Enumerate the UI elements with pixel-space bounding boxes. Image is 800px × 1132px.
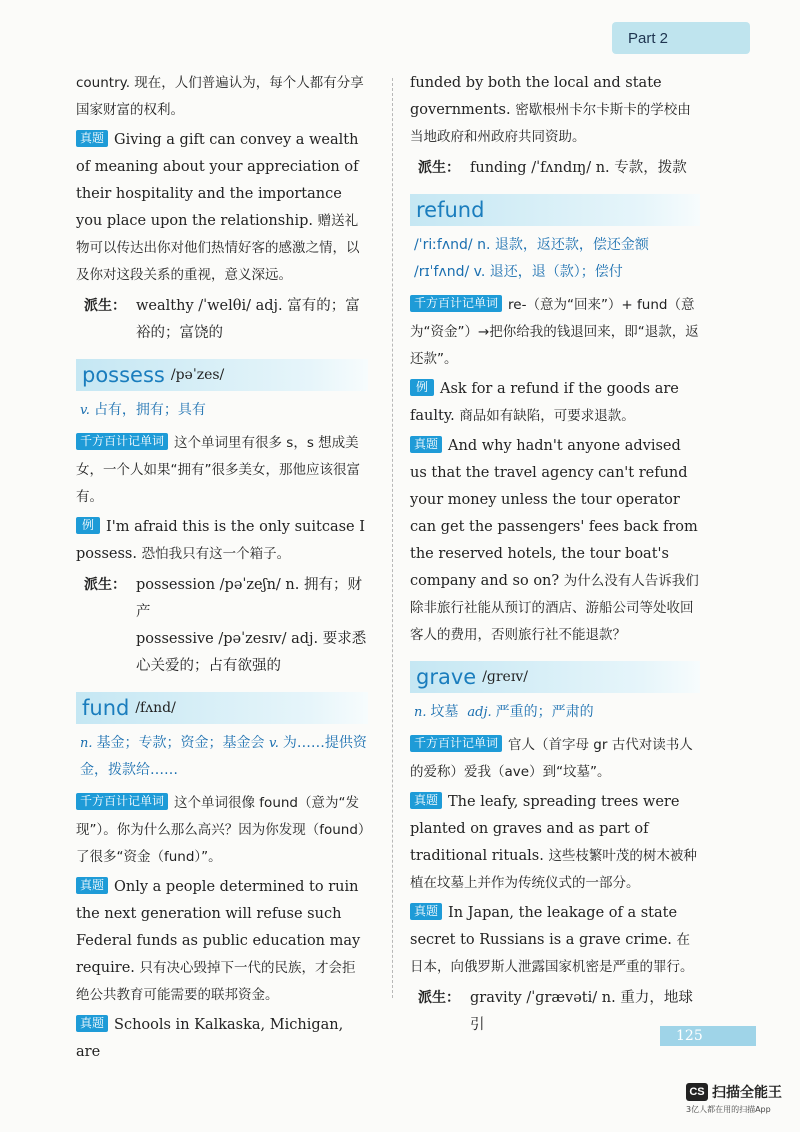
memory-tag: 千方百计记单词 xyxy=(410,735,502,752)
exam-en: Giving a gift can convey a wealth of meaning about your appreciation of their hospitality and the importance you place upon the relationship. xyxy=(76,132,359,229)
example-tag: 例 xyxy=(410,379,434,396)
definition: 严重的；严肃的 xyxy=(495,704,594,720)
exam-fund-1 xyxy=(76,874,368,1009)
definitions-grave xyxy=(410,699,700,726)
exam-zh: 这些枝繁叶茂的树木被种植在坟墓上并作为传统仪式的一部分。 xyxy=(410,848,697,891)
scanner-logo xyxy=(686,1082,782,1102)
deriv-label: 派生： xyxy=(418,160,460,176)
entry-head-possess xyxy=(76,359,368,391)
deriv-value: possessive /pəˈzesɪv/ adj. 要求悉心关爱的；占有欲强的 xyxy=(136,631,367,674)
exam-en: In Japan, the leakage of a state secret to Russians is a grave crime. xyxy=(410,905,678,948)
exam-grave-1 xyxy=(410,789,700,897)
exam-tag: 真题 xyxy=(410,436,442,453)
memory-text: 这个单词很像 found（意为“发现”）。你为什么那么高兴？因为你发现（found）了很多“资金（fund）”。 xyxy=(76,795,365,865)
exam-zh: 在日本，向俄罗斯人泄露国家机密是严重的罪行。 xyxy=(410,932,694,975)
exam-grave-2 xyxy=(410,900,700,981)
definitions-possess xyxy=(76,397,368,424)
definition: 占有，拥有；具有 xyxy=(93,402,206,418)
definition-line: /rɪˈfʌnd/ v. 退还，退（款）；偿付 xyxy=(414,264,623,280)
derivation-grave xyxy=(410,985,700,1039)
exam-zh: 只有决心毁掉下一代的民族，才会拒绝公共教育可能需要的联邦资金。 xyxy=(76,960,356,1003)
headword: fund xyxy=(82,695,130,720)
memory-refund xyxy=(410,292,700,373)
deriv-label: 派生： xyxy=(84,577,126,593)
phonetic: /ɡreɪv/ xyxy=(482,668,528,685)
left-column xyxy=(76,70,368,1069)
deriv-value: gravity /ˈɡrævəti/ n. 重力，地球引 xyxy=(470,990,693,1033)
example-refund xyxy=(410,376,700,430)
memory-fund xyxy=(76,790,368,871)
pos: v. xyxy=(80,403,90,418)
pos: v. xyxy=(268,736,279,751)
example-tag: 例 xyxy=(76,517,100,534)
headword: possess xyxy=(82,362,165,387)
logo-text: 扫描全能王 xyxy=(712,1085,782,1101)
exam-en: Schools in Kalkaska, Michigan, are xyxy=(76,1017,344,1060)
exam-tag: 真题 xyxy=(410,792,442,809)
definition: 为……提供资金，拨款给…… xyxy=(80,735,367,778)
deriv-label: 派生： xyxy=(84,298,126,314)
pos: n. xyxy=(414,705,427,720)
deriv-list xyxy=(136,572,368,680)
headword: refund xyxy=(416,197,485,222)
derivation-wealth xyxy=(76,293,368,347)
memory-text: 这个单词里有很多 s，s 想成美女，一个人如果“拥有”很多美女，那他应该很富有。 xyxy=(76,435,360,505)
deriv-value: wealthy /ˈwelθi/ adj. 富有的；富裕的；富饶的 xyxy=(136,298,360,341)
memory-grave xyxy=(410,732,700,786)
entry-head-grave xyxy=(410,661,700,693)
exam-en: Only a people determined to ruin the next generation will refuse such Federal funds as public education may require. xyxy=(76,879,361,976)
exam-tag: 真题 xyxy=(410,903,442,920)
definition: 基金；专款；资金；基金会 xyxy=(96,735,265,751)
exam-en: funded by both the local and state governments. xyxy=(410,75,662,118)
definition-line: /ˈriːfʌnd/ n. 退款，返还款，偿还金额 xyxy=(414,237,649,253)
exam-zh: 为什么没有人告诉我们除非旅行社能从预订的酒店、游船公司等处收回客人的费用，否则旅行社不能退款？ xyxy=(410,573,699,643)
example-en: Ask for a refund if the goods are faulty. xyxy=(410,381,679,424)
deriv-label: 派生： xyxy=(418,990,460,1006)
headword: grave xyxy=(416,664,477,689)
pos: n. xyxy=(80,736,93,751)
definitions-refund xyxy=(410,232,700,286)
phonetic: /fʌnd/ xyxy=(135,699,176,716)
example-en: I'm afraid this is the only suitcase I possess. xyxy=(76,519,365,562)
derivation-fund xyxy=(410,155,700,182)
page-number: 125 xyxy=(660,1026,756,1046)
memory-tag: 千方百计记单词 xyxy=(76,793,168,810)
derivation-possess xyxy=(76,572,368,680)
cs-logo-icon: CS xyxy=(686,1083,708,1101)
exam-tag: 真题 xyxy=(76,1015,108,1032)
entry-head-refund xyxy=(410,194,700,226)
deriv-value: funding /ˈfʌndɪŋ/ n. 专款，拨款 xyxy=(470,160,687,176)
deriv-value: possession /pəˈzeʃn/ n. 拥有；财产 xyxy=(136,577,362,620)
phonetic: /pəˈzes/ xyxy=(170,366,225,383)
example-zh: 商品如有缺陷，可要求退款。 xyxy=(459,408,635,424)
text-intro: country. 现在，人们普遍认为，每个人都有分享国家财富的权利。 xyxy=(76,75,364,118)
pos: adj. xyxy=(467,705,492,720)
entry-head-fund xyxy=(76,692,368,724)
exam-fund-2 xyxy=(76,1012,368,1066)
memory-tag: 千方百计记单词 xyxy=(410,295,502,312)
exam-en: And why hadn't anyone advised us that the travel agency can't refund your money unless the tour operator can get the passengers' fees back from the reserved hotels, the tour boat's company and so on? xyxy=(410,438,698,589)
right-column xyxy=(410,70,700,1045)
exam-wealth xyxy=(76,127,368,289)
exam-tag: 真题 xyxy=(76,877,108,894)
part-tab: Part 2 xyxy=(612,22,750,54)
exam-tag: 真题 xyxy=(76,130,108,147)
definition: 坟墓 xyxy=(430,704,459,720)
example-zh: 恐怕我只有这一个箱子。 xyxy=(141,546,291,562)
exam-zh: 赠送礼物可以传达出你对他们热情好客的感激之情，以及你对这段关系的重视，意义深远。 xyxy=(76,213,360,283)
memory-text: 官人（首字母 gr 古代对读书人的爱称）爱我（ave）到“坟墓”。 xyxy=(410,737,693,780)
column-divider xyxy=(392,78,393,998)
memory-text: re-（意为“回来”）+ fund（意为“资金”）→把你给我的钱退回来，即“退款，返还款”。 xyxy=(410,297,699,367)
exam-en: The leafy, spreading trees were planted on graves and as part of traditional rituals. xyxy=(410,794,680,864)
memory-tag: 千方百计记单词 xyxy=(76,433,168,450)
exam-zh: 密歇根州卡尔卡斯卡的学校由当地政府和州政府共同资助。 xyxy=(410,102,691,145)
memory-possess xyxy=(76,430,368,511)
example-possess xyxy=(76,514,368,568)
exam-fund-2-cont xyxy=(410,70,700,151)
exam-refund xyxy=(410,433,700,649)
definitions-fund xyxy=(76,730,368,784)
logo-subtitle: 3亿人都在用的扫描App xyxy=(686,1105,771,1114)
